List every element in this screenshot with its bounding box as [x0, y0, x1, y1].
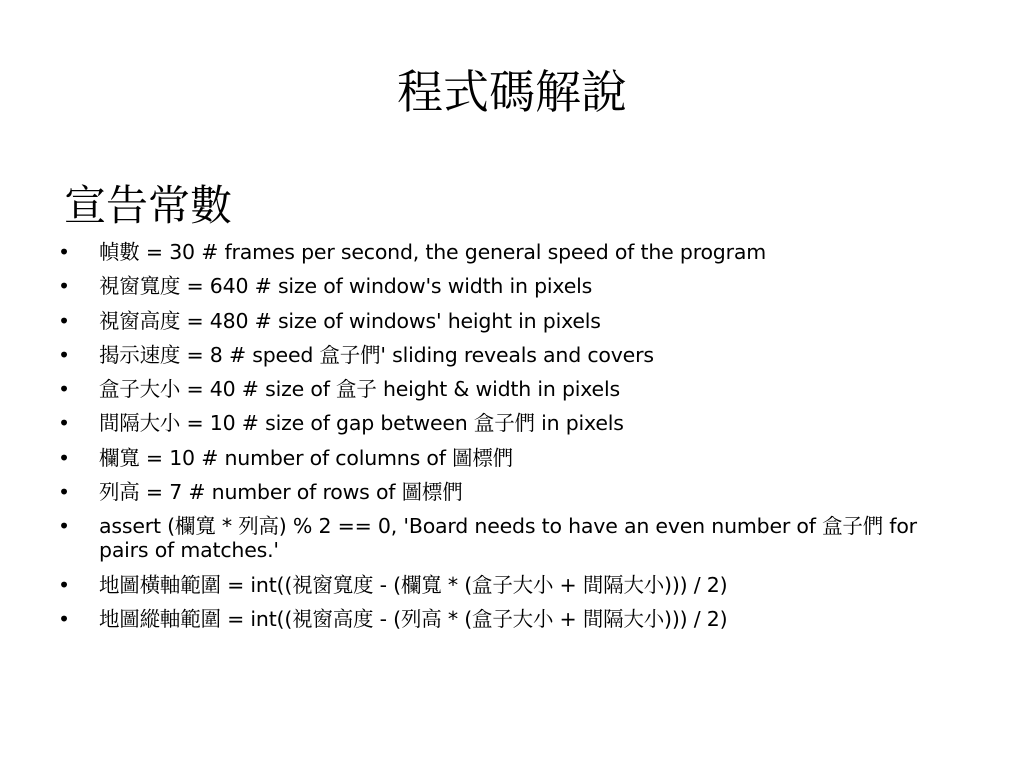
- list-item: [58, 411, 968, 435]
- list-item-text: 列高 = 7 # number of rows of 圖標們: [99, 480, 463, 505]
- bullet-glyph: •: [58, 274, 70, 299]
- bullet-list: [58, 240, 968, 641]
- bullet-glyph: •: [58, 606, 70, 631]
- bullet-glyph: •: [58, 308, 70, 333]
- list-item-text: 幀數 = 30 # frames per second, the general speed of the program: [99, 240, 766, 264]
- list-item: [58, 573, 968, 597]
- list-item: [58, 343, 968, 367]
- bullet-glyph: •: [58, 572, 70, 597]
- bullet-glyph: •: [58, 514, 70, 539]
- list-item-text: 視窗高度 = 480 # size of windows' height in pixels: [99, 308, 601, 333]
- list-item: [58, 309, 968, 333]
- bullet-glyph: •: [58, 240, 70, 264]
- list-item: [58, 240, 968, 264]
- list-item-text: 視窗寬度 = 640 # size of window's width in pixels: [99, 274, 593, 299]
- bullet-glyph: •: [58, 377, 70, 402]
- section-heading: 宣告常數: [64, 181, 233, 230]
- slide-title: 程式碼解說: [397, 65, 627, 119]
- list-item: [58, 480, 968, 504]
- list-item: [58, 607, 968, 631]
- bullet-glyph: •: [58, 342, 70, 367]
- bullet-glyph: •: [58, 480, 70, 505]
- list-item-text: 地圖縱軸範圍 = int((視窗高度 - (列高 * (盒子大小 + 間隔大小))) / 2): [99, 606, 728, 631]
- list-item-text: 地圖橫軸範圍 = int((視窗寬度 - (欄寬 * (盒子大小 + 間隔大小))) / 2): [99, 572, 728, 597]
- list-item-text: assert (欄寬 * 列高) % 2 == 0, 'Board needs to have an even number of 盒子們 for pairs of matches.': [99, 514, 917, 563]
- list-item-text: 揭示速度 = 8 # speed 盒子們' sliding reveals and covers: [99, 342, 654, 367]
- bullet-glyph: •: [58, 445, 70, 470]
- list-item: [58, 377, 968, 401]
- bullet-glyph: •: [58, 411, 70, 436]
- list-item-text: 間隔大小 = 10 # size of gap between 盒子們 in pixels: [99, 411, 624, 436]
- list-item-text: 欄寬 = 10 # number of columns of 圖標們: [99, 445, 513, 470]
- list-item: [58, 274, 968, 298]
- list-item-text: 盒子大小 = 40 # size of 盒子 height & width in pixels: [99, 377, 620, 402]
- list-item: [58, 514, 968, 562]
- list-item: [58, 446, 968, 470]
